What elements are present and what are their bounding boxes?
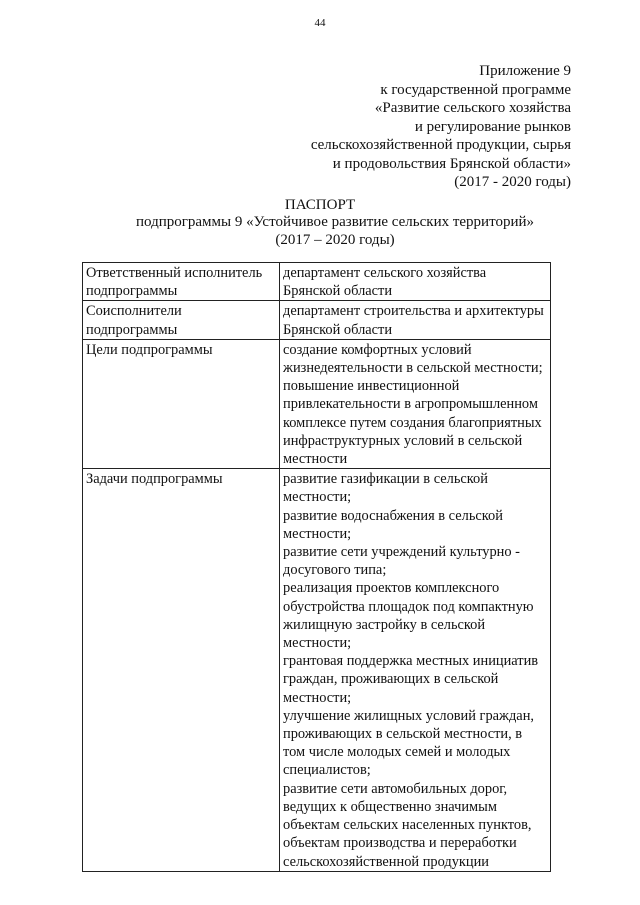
- passport-table: [82, 262, 551, 872]
- appendix-header: [151, 62, 571, 192]
- row-value-coexecutors: [280, 301, 551, 339]
- value-line: жилищную застройку в сельской: [283, 616, 486, 633]
- label-line: подпрограммы: [86, 321, 178, 338]
- passport-title: ПАСПОРТ: [284, 197, 356, 213]
- table-row: [83, 469, 551, 871]
- row-label-goals: [83, 339, 280, 468]
- value-line: объектам производства и переработки: [283, 835, 517, 852]
- value-line: департамент сельского хозяйства: [283, 265, 487, 281]
- row-value-goals: [280, 339, 551, 468]
- value-line: повышение инвестиционной: [283, 378, 460, 395]
- value-line: проживающих в сельской местности, в: [283, 726, 523, 743]
- appendix-line: «Развитие сельского хозяйства: [374, 100, 571, 116]
- label-line: Цели подпрограммы: [86, 341, 213, 358]
- value-line: грантовая поддержка местных инициатив: [283, 653, 539, 670]
- value-line: развитие газификации в сельской: [283, 471, 488, 488]
- appendix-line: (2017 - 2020 годы): [454, 174, 571, 190]
- row-label-coexecutors: [83, 301, 280, 339]
- label-line: Задачи подпрограммы: [86, 471, 223, 488]
- value-line: привлекательности в агропромышленном: [283, 396, 538, 413]
- value-line: специалистов;: [283, 762, 371, 779]
- value-line: объектам сельских населенных пунктов,: [283, 817, 532, 834]
- value-line: том числе молодых семей и молодых: [283, 744, 511, 761]
- value-line: комплексе путем создания благоприятных: [283, 414, 542, 431]
- table-row: [83, 263, 551, 301]
- value-line: развитие сети автомобильных дорог,: [283, 780, 508, 797]
- value-line: инфраструктурных условий в сельской: [283, 432, 523, 449]
- appendix-line: Приложение 9: [479, 63, 571, 79]
- passport-subtitle: [0, 214, 640, 249]
- value-line: обустройства площадок под компактную: [283, 598, 534, 615]
- value-line: развитие сети учреждений культурно -: [283, 544, 520, 561]
- value-line: департамент строительства и архитектуры: [283, 303, 544, 320]
- value-line: досугового типа;: [283, 562, 387, 579]
- value-line: ведущих к общественно значимым: [283, 798, 497, 815]
- passport-subtitle-line: подпрограммы 9 «Устойчивое развитие сельских территорий»: [135, 214, 534, 230]
- appendix-line: к государственной программе: [380, 81, 571, 98]
- value-line: Брянской области: [283, 283, 393, 300]
- value-line: улучшение жилищных условий граждан,: [283, 707, 534, 724]
- value-line: сельскохозяйственной продукции: [283, 853, 489, 870]
- value-line: местности;: [283, 489, 352, 506]
- row-value-tasks: [280, 469, 551, 871]
- value-line: создание комфортных условий: [283, 341, 472, 358]
- appendix-line: сельскохозяйственной продукции, сырья: [310, 137, 571, 153]
- table-row: [83, 339, 551, 468]
- value-line: жизнедеятельности в сельской местности;: [283, 360, 543, 377]
- value-line: развитие водоснабжения в сельской: [283, 507, 503, 524]
- value-line: Брянской области: [283, 321, 393, 338]
- value-line: местности;: [283, 635, 352, 652]
- table-row: [83, 301, 551, 339]
- value-line: местности: [283, 451, 348, 468]
- value-line: местности;: [283, 525, 352, 542]
- appendix-line: и продовольствия Брянской области»: [332, 155, 571, 172]
- row-label-tasks: [83, 469, 280, 871]
- page-number: 44: [314, 17, 326, 29]
- label-line: Ответственный исполнитель: [86, 265, 263, 281]
- appendix-line: и регулирование рынков: [414, 118, 571, 135]
- label-line: подпрограммы: [86, 283, 178, 300]
- passport-subtitle-line: (2017 – 2020 годы): [275, 231, 395, 248]
- value-line: граждан, проживающих в сельской: [283, 671, 499, 688]
- label-line: Соисполнители: [86, 303, 182, 320]
- row-label-responsible: [83, 263, 280, 301]
- value-line: местности;: [283, 689, 352, 706]
- row-value-responsible: [280, 263, 551, 301]
- value-line: реализация проектов комплексного: [283, 580, 500, 597]
